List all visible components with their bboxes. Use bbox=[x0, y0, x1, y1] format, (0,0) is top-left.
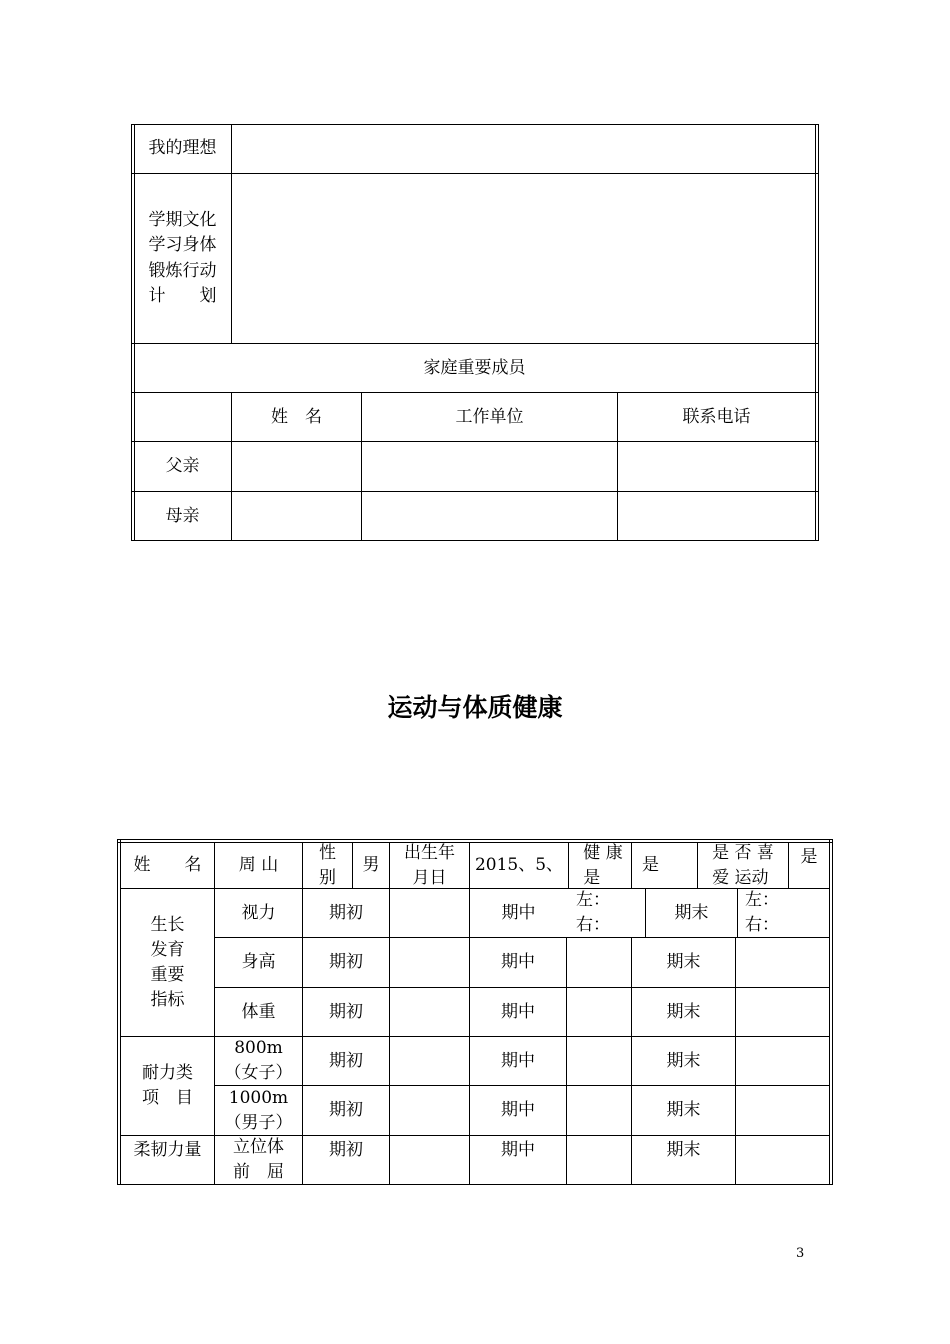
run800-mid-field[interactable] bbox=[567, 1037, 631, 1085]
weight-early-label: 期初 bbox=[329, 1001, 363, 1022]
run1000-early-label: 期初 bbox=[329, 1100, 363, 1120]
birth-label: 出生年 月日 bbox=[404, 842, 455, 888]
col-name-header: 姓 名 bbox=[271, 406, 322, 427]
father-work-field[interactable] bbox=[362, 442, 617, 491]
run800-label: 800m （女子） bbox=[224, 1038, 293, 1083]
run800-final-field[interactable] bbox=[736, 1037, 829, 1085]
health-value: 是 bbox=[642, 855, 659, 875]
sport-value: 是 bbox=[800, 847, 818, 867]
birth-value: 2015、5、 bbox=[474, 855, 564, 875]
flex-early-field[interactable] bbox=[390, 1136, 469, 1184]
flex-mid-field[interactable] bbox=[567, 1136, 631, 1184]
height-final-label: 期末 bbox=[666, 952, 701, 972]
gender-value: 男 bbox=[362, 855, 380, 875]
section-title: 运动与体质健康 bbox=[387, 693, 563, 722]
father-label: 父亲 bbox=[165, 456, 200, 476]
vision-mid-label: 期中 bbox=[501, 902, 536, 923]
mother-work-field[interactable] bbox=[362, 492, 617, 540]
run800-final-label: 期末 bbox=[666, 1050, 701, 1071]
vision-final-field[interactable]: 左： 右： bbox=[745, 890, 779, 935]
ideal-field[interactable] bbox=[232, 124, 815, 173]
height-label: 身高 bbox=[241, 952, 276, 972]
sit-reach-label: 立位体 前 屈 bbox=[233, 1137, 284, 1182]
health-label: 健 康 是 bbox=[583, 842, 623, 888]
mother-phone-field[interactable] bbox=[618, 492, 815, 540]
name-label: 姓 名 bbox=[133, 855, 202, 875]
father-name-field[interactable] bbox=[232, 442, 361, 491]
run800-early-field[interactable] bbox=[390, 1037, 469, 1085]
father-phone-field[interactable] bbox=[618, 442, 815, 491]
flex-early-label: 期初 bbox=[329, 1140, 363, 1160]
ideal-label: 我的理想 bbox=[148, 138, 217, 158]
weight-early-field[interactable] bbox=[390, 988, 469, 1036]
plan-field[interactable] bbox=[232, 174, 815, 343]
flex-final-field[interactable] bbox=[736, 1136, 829, 1184]
weight-label: 体重 bbox=[241, 1001, 276, 1022]
run800-mid-label: 期中 bbox=[501, 1050, 535, 1071]
growth-label: 生长 发育 重要 指标 bbox=[150, 914, 185, 1010]
run1000-final-field[interactable] bbox=[736, 1086, 829, 1135]
weight-mid-field[interactable] bbox=[567, 988, 631, 1036]
height-mid-field[interactable] bbox=[567, 938, 631, 987]
mother-name-field[interactable] bbox=[232, 492, 361, 540]
height-early-field[interactable] bbox=[390, 938, 469, 987]
col-work-header: 工作单位 bbox=[455, 406, 524, 427]
run1000-mid-label: 期中 bbox=[501, 1100, 535, 1120]
height-mid-label: 期中 bbox=[501, 952, 535, 972]
vision-label: 视力 bbox=[241, 902, 276, 923]
run800-early-label: 期初 bbox=[329, 1050, 363, 1071]
run1000-final-label: 期末 bbox=[666, 1100, 701, 1120]
weight-final-label: 期末 bbox=[666, 1001, 701, 1022]
vision-final-label: 期末 bbox=[674, 902, 709, 923]
name-value: 周 山 bbox=[238, 855, 279, 875]
family-header: 家庭重要成员 bbox=[423, 357, 526, 378]
plan-label: 学期文化 学习身体 锻炼行动 计 划 bbox=[148, 209, 217, 306]
weight-final-field[interactable] bbox=[736, 988, 829, 1036]
run1000-early-field[interactable] bbox=[390, 1086, 469, 1135]
endurance-label: 耐力类 项 目 bbox=[142, 1063, 193, 1108]
vision-early-label: 期初 bbox=[329, 902, 363, 923]
page-number: 3 bbox=[796, 1246, 805, 1261]
run1000-mid-field[interactable] bbox=[567, 1086, 631, 1135]
col-phone-header: 联系电话 bbox=[682, 406, 751, 427]
vision-mid-field[interactable]: 左： 右： bbox=[576, 890, 610, 935]
run1000-label: 1000m （男子） bbox=[224, 1087, 293, 1133]
height-early-label: 期初 bbox=[329, 952, 363, 972]
flex-final-label: 期末 bbox=[666, 1140, 701, 1160]
flex-mid-label: 期中 bbox=[501, 1140, 535, 1160]
sport-label: 是 否 喜 爱 运动 bbox=[712, 842, 774, 888]
height-final-field[interactable] bbox=[736, 938, 829, 987]
mother-label: 母亲 bbox=[165, 505, 200, 526]
weight-mid-label: 期中 bbox=[501, 1001, 535, 1022]
flex-label: 柔韧力量 bbox=[133, 1140, 202, 1160]
vision-early-field[interactable] bbox=[390, 889, 469, 937]
gender-label: 性 别 bbox=[319, 842, 336, 888]
